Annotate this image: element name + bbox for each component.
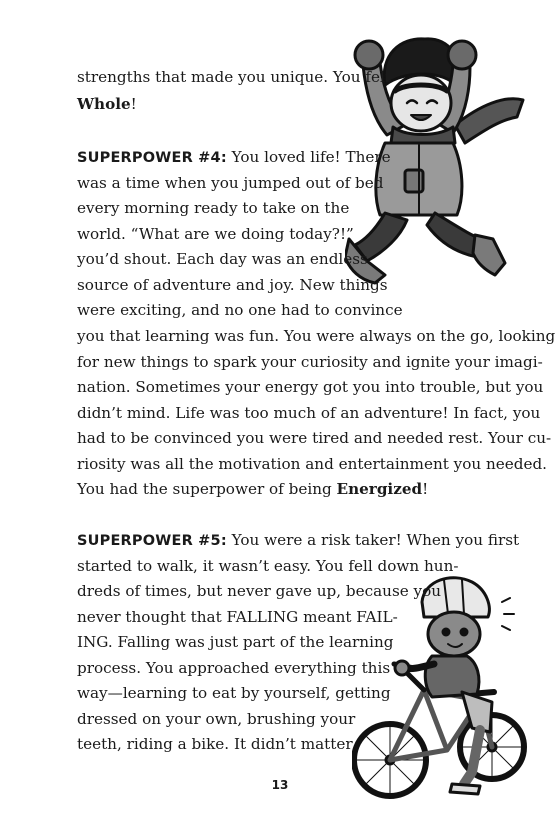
text-line: you’d shout. Each day was an endless xyxy=(77,250,368,268)
superpower-4-heading: SUPERPOWER #4: xyxy=(77,150,227,166)
text-line: you that learning was fun. You were always on the go, looking xyxy=(77,327,556,345)
text-line: Whole! xyxy=(77,95,137,113)
bold-word-whole: Whole xyxy=(77,95,131,113)
page-number: 13 xyxy=(271,778,289,792)
text-line: started to walk, it wasn’t easy. You fell down hun- xyxy=(77,557,459,575)
text-line: every morning ready to take on the xyxy=(77,199,350,217)
text-line: dressed on your own, brushing your xyxy=(77,710,356,728)
superpower-4-first-line: SUPERPOWER #4: You loved life! There xyxy=(77,148,391,166)
text-line: were exciting, and no one had to convince xyxy=(77,301,403,319)
text-line: process. You approached everything this xyxy=(77,659,391,677)
text-line: You had the superpower of being Energized! xyxy=(77,480,429,498)
text-line: didn’t mind. Life was too much of an adventure! In fact, you xyxy=(77,404,541,422)
bold-word-energized: Energized xyxy=(336,480,423,498)
superpower-5-heading: SUPERPOWER #5: xyxy=(77,533,227,549)
text-line: way—learning to eat by yourself, getting xyxy=(77,684,391,702)
text-line: riosity was all the motivation and entertainment you needed. xyxy=(77,455,548,473)
text-line: for new things to spark your curiosity and ignite your imagi- xyxy=(77,353,543,371)
text-line: source of adventure and joy. New things xyxy=(77,276,388,294)
text-line: ING. Falling was just part of the learning xyxy=(77,633,394,651)
text-line: world. “What are we doing today?!” xyxy=(77,225,354,243)
text-line: teeth, riding a bike. It didn’t matter xyxy=(77,735,353,753)
text-line: nation. Sometimes your energy got you into trouble, but you xyxy=(77,378,544,396)
text-line: never thought that FALLING meant FAIL- xyxy=(77,608,398,626)
text-line: was a time when you jumped out of bed xyxy=(77,174,384,192)
text-line: had to be convinced you were tired and needed rest. Your cu- xyxy=(77,429,552,447)
text-line: strengths that made you unique. You felt xyxy=(77,68,391,86)
superpower-5-first-line: SUPERPOWER #5: You were a risk taker! When you first xyxy=(77,531,520,549)
text-line: dreds of times, but never gave up, because you xyxy=(77,582,442,600)
